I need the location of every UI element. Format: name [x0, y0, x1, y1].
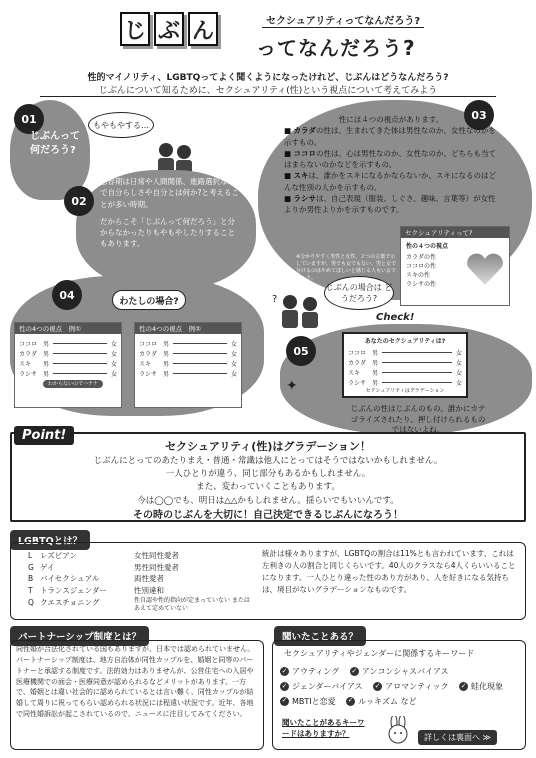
divider	[40, 96, 496, 97]
paragraph: 思春期は日常や人間関係、進路選択などで自分らしさや自分とは何か?と考えることが多い時期。	[100, 177, 239, 209]
title-char: じ	[120, 12, 150, 46]
term: スキ	[293, 171, 309, 181]
step-number: 02	[64, 186, 94, 216]
sheet-footer: セクシュアリティはグラデーション	[365, 388, 445, 394]
scale-row: ココロ 男 女	[348, 349, 462, 357]
title-char-boxes	[120, 12, 218, 46]
scale-row: スキ 男 女	[139, 360, 237, 368]
lgbtq-item: Q クエスチョニング 性自認や性的指向が定まっていない または あえて定めていない	[28, 596, 250, 612]
keyword: ✓ 蛙化現象	[460, 681, 504, 691]
gradient-heart-icon	[465, 251, 505, 287]
scale-row: カラダ 男 女	[139, 350, 237, 358]
panel-heading: 性の４つの視点	[406, 243, 449, 250]
item: ■ スキは、誰かをスキになるかならないか、スキになるのはどんな性別の人かを示すもの。	[284, 171, 496, 192]
panel-item: カラダの性	[406, 254, 436, 261]
lgbtq-stats: 統計は様々ありますが、LGBTQの割合は11%とも言われています、これは左利きの人の割合と同じくらいです。40人のクラスなら4人くらいいることになります。一人ひとり違った性のあり方があり、人を好きになる気持ちは、境目がないグラデーションなものです。	[262, 549, 516, 594]
sparkle-icon: ✦	[286, 378, 298, 394]
lgbtq-item: T トランスジェンダー 性別違和	[28, 585, 164, 595]
check-icon: ✓	[347, 696, 354, 705]
students-illustration	[272, 290, 322, 330]
point-label: Point!	[14, 426, 74, 445]
step-05-caption: じぶんの性はじぶんのもの。誰かにカテゴライズされたり、押し付けられるものではないよね。	[350, 404, 486, 434]
point-line: 今は◯◯でも、明日は△△かもしれません。揺らいでもいいんです。	[137, 495, 399, 506]
lead-line: 性的マイノリティ、LGBTQってよく聞くようになったけれど、じぶんはどうなんだろう?	[87, 73, 449, 83]
thought-bubble: じぶんの場合は どうだろう?	[324, 276, 394, 310]
info-panel	[400, 226, 510, 306]
desc: は、自己表現（服装、しぐさ、趣味、言葉等）が女性よりか男性よりかを示すものです。	[284, 193, 496, 214]
step-01-text: じぶんって何だろう?	[30, 131, 80, 156]
desc: の性は、生まれてきた体は男性なのか、女性なのかを示すもの。	[284, 126, 496, 147]
lgbtq-item: B バイセクシュアル 両性愛者	[28, 574, 164, 584]
step-number: 03	[464, 100, 494, 130]
item: ■ ラシサは、自己表現（服装、しぐさ、趣味、言葉等）が女性よりか男性よりかを示すものです。	[284, 193, 496, 214]
scale-row: ココロ 男 女	[139, 340, 237, 348]
page-title: ってなんだろう?	[256, 36, 416, 60]
panel-item: ラシサの性	[406, 281, 437, 288]
keyword: ✓ アロマンティック	[374, 681, 449, 691]
panel-item: スキの性	[406, 272, 431, 279]
svg-text:?: ?	[272, 294, 278, 305]
check-icon: ✓	[281, 667, 288, 675]
step-03-text	[284, 114, 498, 215]
desc: の性は、心は男性なのか、女性なのか、どちらも当てはまらないのかなどを示すもの。	[284, 148, 496, 169]
heard-label: 聞いたことある？	[274, 626, 366, 646]
step-02-text	[100, 176, 240, 250]
scale-row: ラシサ 男 女	[139, 370, 237, 378]
point-text	[20, 438, 516, 523]
keyword: ✓ アンコンシャスバイアス	[351, 667, 449, 677]
lead-line: じぶんについて知るために、セクシュアリティ(性)という視点について考えてみよう	[98, 85, 438, 96]
subtitle: セクシュアリティってなんだろう?	[262, 12, 424, 28]
desc: は、誰かをスキになるかならないか、スキになるのはどんな性別の人かを示すもの。	[284, 171, 496, 192]
heard-question: 聞いたことがあるキーワードはありますか？	[282, 718, 365, 738]
intro: 性には４つの視点があります。	[338, 115, 444, 124]
lgbtq-item: L レズビアン 女性同性愛者	[28, 551, 179, 560]
panel-title: セクシュアリティって?	[401, 227, 509, 238]
scale-row: スキ 男 女	[348, 369, 462, 377]
scale-row: スキ 男 女	[19, 360, 117, 368]
example-rows	[135, 334, 241, 378]
step-number: 05	[286, 336, 316, 366]
rabbit-icon	[386, 716, 410, 744]
scale-row: カラダ 男 女	[348, 359, 462, 367]
term: ココロ	[293, 148, 316, 158]
scale-row: ラシサ 男 女	[19, 370, 117, 378]
point-line: じぶんにとってのあたりまえ・普通・常識は他人にとってはそうではないかもしれません。	[93, 456, 443, 467]
more-link[interactable]: 詳しくは裏面へ ≫	[418, 730, 497, 745]
heard-sub: セクシュアリティやジェンダーに関係するキーワード	[284, 649, 475, 658]
thought-bubble: もやもやする…	[88, 112, 154, 138]
example-2-panel	[134, 322, 242, 408]
speech-bubble: わたしの場合?	[112, 290, 186, 310]
point-title: セクシュアリティ(性)はグラデーション！	[165, 440, 371, 453]
term: カラダ	[293, 126, 316, 136]
check-icon: ✓	[281, 681, 288, 690]
check-icon: ✓	[351, 667, 358, 675]
partnership-text: 同性婚が合法化されている国もありますが、日本では認められていません。パートナーシップ制度は、地方自治体が同性カップルを、婚姻と同等のパートナーと承認する制度です。法的効力はありませんが、公営住宅への入居や医療機関での面会・医療同意が認められるなどメリットがあります。一方で、婚姻とは違い社会的に認められているとは言い難く、同性カップルが結婚して周りに祝ってもらい認められる状況には程遠い状況です。近年、各地で同性婚訴訟が起こされているので、ニュースに注目してみてください。	[16, 645, 255, 719]
panel-item: ココロの性	[406, 263, 437, 270]
item: ■ カラダの性は、生まれてきた体は男性なのか、女性なのかを示すもの。	[284, 126, 496, 147]
check-icon: ✓	[460, 681, 467, 690]
example-note: わからないのでハテナ	[43, 380, 103, 388]
keyword-list	[280, 664, 520, 708]
sheet-title: あなたのセクシュアリティは?	[364, 338, 446, 345]
item: ■ ココロの性は、心は男性なのか、女性なのか、どちらも当てはまらないのかなどを示すもの。	[284, 148, 496, 169]
check-icon: ✓	[281, 696, 288, 705]
keyword: ✓ アウティング	[281, 667, 340, 677]
lgbtq-item: G ゲイ 男性同性愛者	[28, 562, 179, 572]
point-line: また、変わっていくこともあります。	[196, 482, 340, 493]
panel-title: 性の4つの視点 例①	[15, 323, 121, 334]
step-number: 04	[52, 280, 82, 310]
title-char: ん	[188, 12, 218, 46]
partnership-label: パートナーシップ制度とは？	[10, 626, 149, 646]
note: ※分かりやすく男性と女性、２つの言葉で示していますが、男でも女でもない、男と女で分けるのはやめてほしいと感じる人もいるでしょう。	[296, 254, 397, 281]
keyword: ✓ MBTIと恋愛	[281, 696, 336, 706]
scale-row: カラダ 男 女	[19, 350, 117, 358]
example-rows	[15, 334, 121, 378]
term: ラシサ	[293, 193, 316, 203]
scale-row: ココロ 男 女	[19, 340, 117, 348]
keyword: ✓ ルッキズム など	[347, 696, 417, 706]
check-icon: ✓	[374, 681, 381, 690]
keyword: ✓ ジェンダーバイアス	[281, 681, 363, 691]
paragraph: だからこそ「じぶんって何だろう」と分からなかったりもやもやしたりすることもあります。	[100, 216, 235, 249]
lgbtq-list	[28, 550, 256, 613]
title-char: ぶ	[154, 12, 184, 46]
panel-title: 性の4つの視点 例②	[135, 323, 241, 334]
lgbtq-label: LGBTQとは？	[10, 530, 90, 550]
example-1-panel	[14, 322, 122, 408]
point-conclusion: その時のじぶんを大切に！自己決定できるじぶんになろう！	[133, 509, 403, 521]
scale-row: ラシサ 男 女	[348, 379, 462, 387]
check-label: Check!	[376, 312, 415, 323]
check-sheet	[342, 332, 468, 398]
point-line: 一人ひとりが違う、同じ部分もあるかもしれません。	[165, 469, 371, 480]
lead-text	[40, 72, 496, 97]
step-number: 01	[14, 104, 44, 134]
